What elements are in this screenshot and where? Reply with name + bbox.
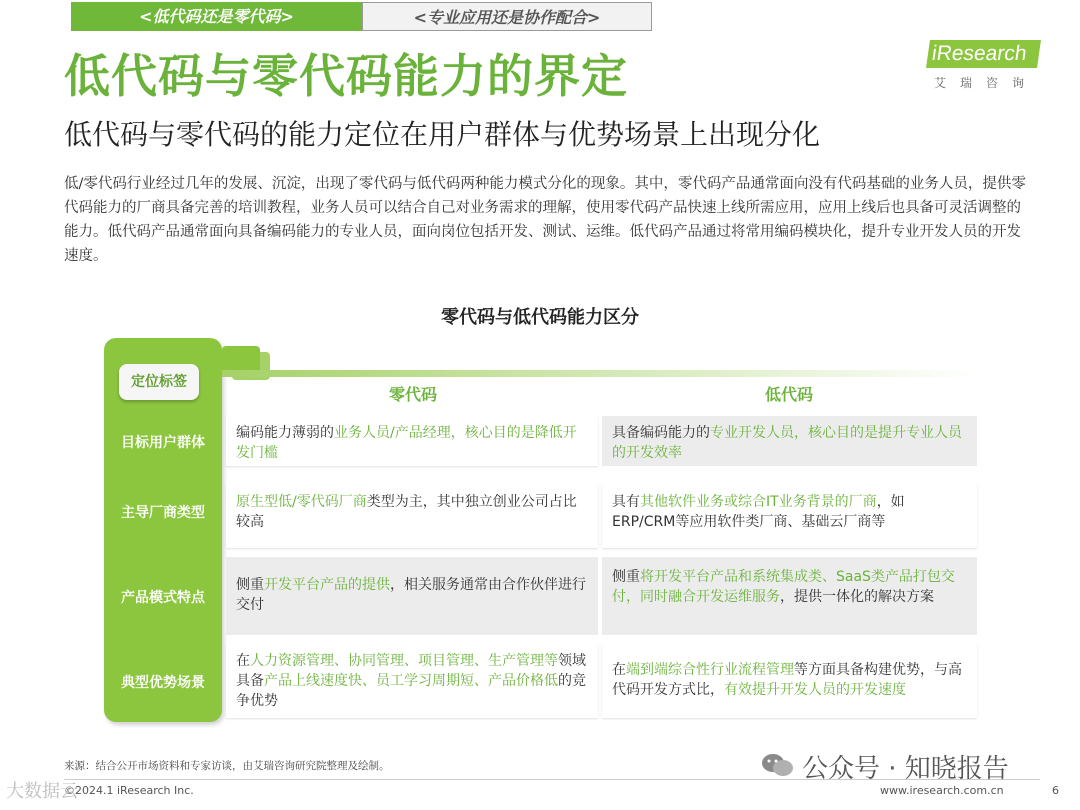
footer-url: www.iresearch.com.cn [880,784,1004,797]
cell-vendor-type-zero [226,484,598,548]
column-header-zero-code: 零代码 [388,385,437,404]
source-note: 来源：结合公开市场资料和专家访谈，由艾瑞咨询研究院整理及绘制。 [64,760,390,772]
highlight-text: 端到端综合性行业流程管理 [626,662,794,678]
page-number: 6 [1052,784,1059,797]
cell-text: 领域具备 [236,653,586,689]
cell-vendor-type-low [602,484,977,548]
header-divider [222,370,979,377]
highlight-text: 其他软件业务或综合IT业务背景的厂商 [640,494,877,510]
cell-product-mode-zero [226,557,598,635]
cell-text: 具有 [612,494,640,510]
cell-text: 具备编码能力的 [612,425,710,441]
logo-brand: iResearch [926,40,1040,68]
cell-text: ，如ERP/CRM等应用软件类厂商、基础云厂商等 [612,494,905,530]
cell-text: ，相关服务通常由合作伙伴进行交付 [236,577,586,613]
tab-low-or-zero-code[interactable]: <低代码还是零代码> [71,2,362,31]
highlight-text: 专业开发人员，核心目的是提升专业人员的开发效率 [612,425,962,461]
table-title: 零代码与低代码能力区分 [441,307,639,328]
highlight-text: 业务人员/产品经理，核心目的是降低开发门槛 [236,425,577,461]
watermark-text: 公众号 · 知晓报告 [802,754,1009,784]
row-label-advantage-scenario: 典型优势场景 [121,675,205,691]
cell-text: 在 [236,653,250,669]
highlight-text: 原生型低/零代码厂商 [236,494,367,510]
row-label-vendor-type: 主导厂商类型 [121,505,205,521]
column-header-low-code: 低代码 [764,385,813,404]
cell-target-users-zero [226,416,598,466]
cell-text: 侧重 [612,569,640,585]
intro-paragraph: 低/零代码行业经过几年的发展、沉淀，出现了零代码与低代码两种能力模式分化的现象。其中，零代码产品通常面向没有代码基础的业务人员，提供零代码能力的厂商具备完善的培训教程，业务人员可以结合自己对业务需求的理解，使用零代码产品快速上线所需应用，应用上线后也具备可灵活调整的能力。低代码产品通常面向具备编码能力的专业人员，面向岗位包括开发、测试、运维。低代码产品通过将常用编码模块化，提升专业开发人员的开发速度。 [64,176,1026,264]
cell-text: 侧重 [236,577,264,593]
row-label-product-mode: 产品模式特点 [121,590,205,606]
cell-text: 编码能力薄弱的 [236,425,334,441]
iresearch-logo [922,34,1052,94]
wechat-icon [760,752,796,778]
highlight-text: 开发平台产品的提供 [264,577,390,593]
logo-sub: 艾瑞咨询 [934,76,1039,90]
highlight-text: 有效提升开发人员的开发速度 [724,682,906,698]
highlight-text: 人力资源管理、协同管理、项目管理、生产管理等 [250,653,558,669]
cell-product-mode-low [602,557,977,635]
cell-text: ，提供一体化的解决方案 [780,589,934,605]
cell-text: 类型为主，其中独立创业公司占比较高 [236,494,577,530]
cell-target-users-low [602,416,977,466]
highlight-text: 将开发平台产品和系统集成类、SaaS类产品打包交付，同时融合开发运维服务 [612,569,955,605]
watermark-left: 大数据云 [6,781,78,802]
page-subtitle: 低代码与零代码的能力定位在用户群体与优势场景上出现分化 [64,118,821,151]
tab-professional-or-collaboration[interactable]: <专业应用还是协作配合> [362,2,652,31]
cell-text: 的竞争优势 [236,673,586,709]
highlight-text: 产品上线速度快、员工学习周期短、产品价格低 [264,673,558,689]
copyright: ©2024.1 iResearch Inc. [64,784,194,797]
cell-text: 在 [612,662,626,678]
cell-text: 等方面具备构建优势，与高代码开发方式比， [612,662,962,698]
corner-label: 定位标签 [119,364,199,400]
row-label-target-users: 目标用户群体 [121,435,205,451]
cell-advantage-scenario-zero [226,644,598,718]
page-title: 低代码与零代码能力的界定 [64,49,628,103]
cell-advantage-scenario-low [602,644,977,718]
